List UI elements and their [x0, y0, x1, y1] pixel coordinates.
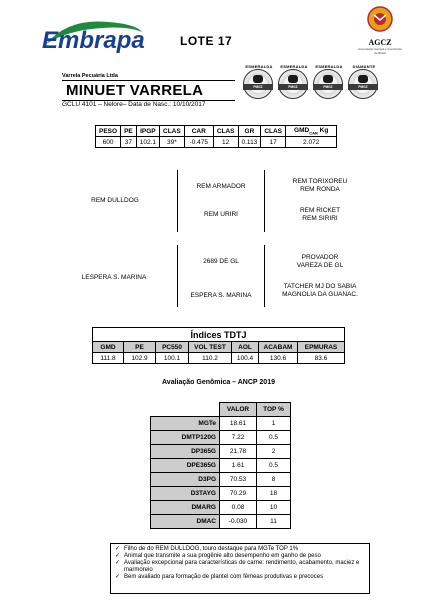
list-item: [115, 574, 369, 581]
row-label: D3PG: [151, 473, 220, 487]
agcz-subtitle: Associação Guzerá e Guzolando do Brasil: [358, 47, 402, 55]
header-cell: PESO: [96, 126, 121, 137]
pedigree-ss-sire: REM TORIXOREU: [292, 178, 348, 185]
header-cell: CLAS: [261, 126, 286, 137]
top-cell: 8: [257, 473, 291, 487]
note-text: Avaliação excepcional para características de carne: rendimento, acabamento, maciez e marmoreio: [124, 560, 360, 573]
list-item: [115, 546, 369, 553]
header-cell: PE: [121, 126, 137, 137]
pedigree-line: [264, 170, 265, 232]
value-cell: 100.4: [232, 353, 259, 364]
header-cell: PC550: [156, 342, 189, 353]
table-row: [151, 501, 291, 515]
header-cell: CLAS: [213, 126, 238, 137]
value-cell: 1.61: [220, 459, 257, 473]
top-cell: 0.5: [257, 431, 291, 445]
performance-table: [95, 125, 337, 148]
pmgz-badge: DIAMANTE PMGZ: [348, 69, 378, 99]
pedigree-sire-dam: REM URIRI: [204, 211, 238, 218]
lote-label: LOTE 17: [180, 34, 233, 48]
header-cell: EPMURAS: [298, 342, 345, 353]
pedigree-sd-sire: REM RICKET: [299, 207, 341, 214]
value-cell: 110.2: [189, 353, 232, 364]
header-cell: ACABAM: [259, 342, 298, 353]
list-item: [115, 553, 369, 560]
top-cell: 0.5: [257, 459, 291, 473]
value-cell: 102.1: [136, 137, 159, 148]
check-icon: ✓: [115, 546, 121, 552]
value-cell: 39*: [160, 137, 185, 148]
header-cell: GR: [238, 126, 261, 137]
value-cell: 7.22: [220, 431, 257, 445]
top-cell: 2: [257, 445, 291, 459]
row-label: D3TAYG: [151, 487, 220, 501]
top-cell: 1: [257, 417, 291, 431]
check-icon: ✓: [115, 553, 121, 559]
genomic-table: [150, 402, 291, 529]
pedigree-dd-dam: MAGNOLIA DA GUANAC.: [282, 291, 358, 298]
pedigree-dam-sire: 2689 DE GL: [203, 258, 239, 265]
breeder-name: Varrela Pecuária Ltda: [62, 73, 118, 79]
pmgz-badge: ESMERALDA PMGZ: [278, 69, 308, 99]
check-icon: ✓: [115, 574, 121, 580]
registration-line: GCLU 4101 – Nelore– Data de Nasc.: 10/10/2017: [62, 101, 206, 108]
pedigree-line: [177, 245, 178, 307]
pmgz-badge: ESMERALDA PMGZ: [313, 69, 343, 99]
header-cell: AOL: [232, 342, 259, 353]
row-label: DMARG: [151, 501, 220, 515]
top-cell: 18: [257, 487, 291, 501]
pedigree-sire-sire: REM ARMADOR: [196, 183, 246, 190]
highlights-box: [110, 543, 370, 594]
value-cell: 0.113: [238, 137, 261, 148]
embrapa-logo-text: Embrapa: [42, 27, 145, 54]
agcz-text: AGCZ: [368, 38, 392, 47]
pedigree-ds-sire: PROVADOR: [301, 254, 339, 261]
value-cell: 21.78: [220, 445, 257, 459]
header-cell: IPGP: [136, 126, 159, 137]
pedigree-dam-dam: ESPERA S. MARINA: [190, 292, 252, 299]
table-row: [151, 487, 291, 501]
row-label: DPE365G: [151, 459, 220, 473]
value-cell: 600: [96, 137, 121, 148]
row-label: DMTP120G: [151, 431, 220, 445]
value-cell: 12: [213, 137, 238, 148]
note-text: Animal que transmite a sua progênie alto desempenho em ganho de peso: [124, 553, 321, 559]
pedigree-ds-dam: VAREZA DE GL: [296, 262, 344, 269]
value-cell: 130.6: [259, 353, 298, 364]
value-cell: -0.030: [220, 515, 257, 529]
header-cell: TOP %: [257, 403, 291, 417]
pedigree-sd-dam: REM SIRIRI: [302, 215, 338, 222]
value-cell: 0.08: [220, 501, 257, 515]
row-label: DP365G: [151, 445, 220, 459]
note-text: Filho de do REM DULLDOG, touro destaque para MGTe TOP 1%: [124, 546, 299, 552]
value-cell: 17: [261, 137, 286, 148]
top-cell: 10: [257, 501, 291, 515]
table-row: [151, 445, 291, 459]
pedigree-line: [177, 170, 178, 232]
header-cell: PE: [124, 342, 156, 353]
header-cell: CLAS: [160, 126, 185, 137]
top-cell: 11: [257, 515, 291, 529]
pedigree-line: [264, 245, 265, 307]
value-cell: 18.61: [220, 417, 257, 431]
check-icon: ✓: [115, 560, 121, 566]
pedigree-ss-dam: REM RONDA: [300, 186, 340, 193]
header-cell: CAR: [184, 126, 213, 137]
genomic-title: Avaliação Genômica – ANCP 2019: [162, 379, 275, 386]
value-cell: 100.1: [156, 353, 189, 364]
agcz-emblem-icon: [367, 6, 393, 32]
list-item: [115, 560, 369, 574]
table-row: [151, 417, 291, 431]
indices-table: [92, 327, 345, 364]
row-label: MGTe: [151, 417, 220, 431]
value-cell: 70.29: [220, 487, 257, 501]
header-cell: VOL TEST: [189, 342, 232, 353]
header-cell: $GMD_{CAR}$ Kg: [286, 126, 337, 137]
table-row: [151, 473, 291, 487]
value-cell: 102.9: [124, 353, 156, 364]
indices-title: Índices TDTJ: [93, 328, 345, 342]
pedigree-sire: REM DULLDOG: [91, 197, 139, 204]
pmgz-badge: ESMERALDA PMGZ: [243, 69, 273, 99]
header-cell: VALOR: [220, 403, 257, 417]
table-row: [151, 459, 291, 473]
agcz-logo: [358, 6, 402, 55]
table-row: [151, 431, 291, 445]
pedigree-dd-sire: TATCHER MJ DO SABIA: [283, 283, 357, 290]
header-cell: GMD: [93, 342, 124, 353]
animal-name: MINUET VARRELA: [66, 82, 204, 99]
table-row: [151, 515, 291, 529]
pedigree-dam: LESPERA S. MARINA: [81, 274, 147, 281]
value-cell: 2.072: [286, 137, 337, 148]
value-cell: 83.6: [298, 353, 345, 364]
note-text: Bem avaliado para formação de plantel com fêmeas produtivas e precoces: [124, 574, 324, 580]
embrapa-logo: [38, 14, 146, 54]
value-cell: 111.8: [93, 353, 124, 364]
value-cell: -0.475: [184, 137, 213, 148]
value-cell: 70.53: [220, 473, 257, 487]
row-label: DMAC: [151, 515, 220, 529]
value-cell: 37: [121, 137, 137, 148]
